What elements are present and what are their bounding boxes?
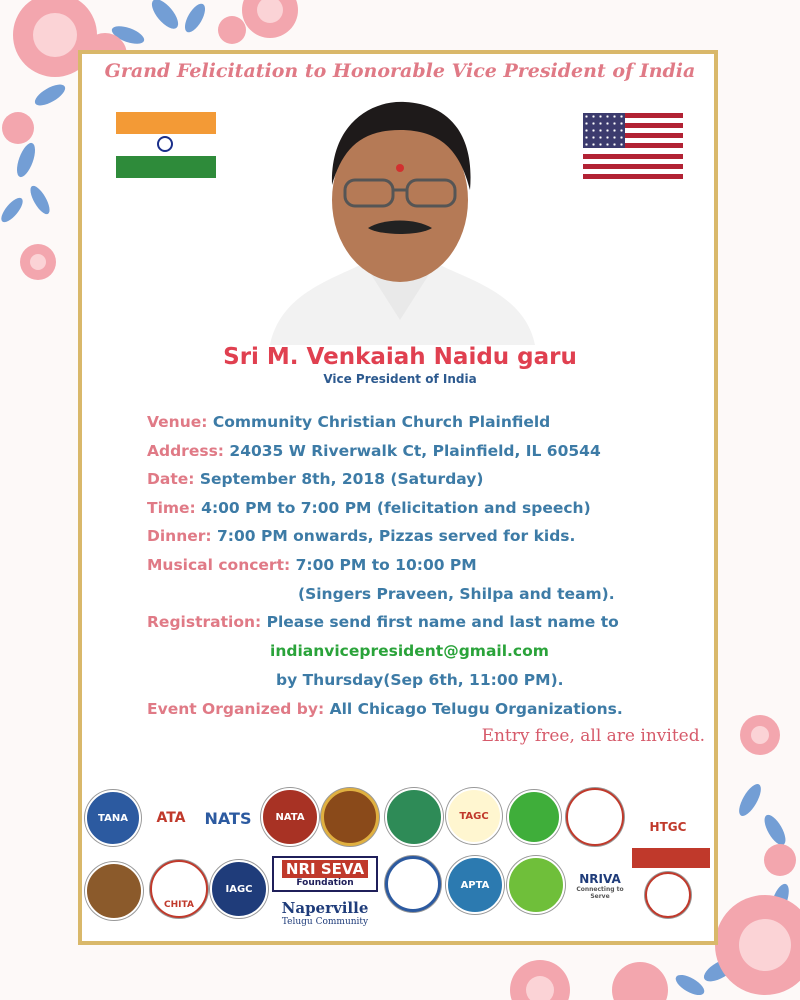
detail-registration — [147, 613, 619, 631]
detail-value: 7:00 PM onwards, Pizzas served for kids. — [217, 527, 576, 545]
detail-label: Address: — [147, 442, 224, 460]
htgc-logo — [640, 790, 696, 840]
detail-label: Musical concert: — [147, 556, 291, 574]
temple-banner-logo — [632, 848, 710, 868]
ata-logo — [148, 790, 194, 846]
naperville-telugu-logo — [272, 893, 378, 933]
logo-text: NRI SEVA — [282, 860, 368, 878]
chita-logo — [150, 860, 208, 918]
logo-text: NRIVA — [579, 872, 621, 886]
guest-name: Sri M. Venkaiah Naidu garu — [223, 344, 577, 370]
detail-venue — [147, 413, 550, 431]
nri-seva-logo — [272, 856, 378, 892]
detail-value: Please send first name and last name to — [266, 613, 619, 631]
detail-dinner — [147, 527, 575, 545]
detail-value: September 8th, 2018 (Saturday) — [199, 470, 484, 488]
email-address[interactable]: indianvicepresident@gmail.com — [270, 642, 549, 660]
ashoka-chakra-icon — [157, 136, 173, 152]
portrait-image — [250, 90, 550, 345]
india-flag — [116, 112, 216, 178]
tagc-logo — [446, 788, 502, 844]
cultural-logo — [85, 862, 143, 920]
logo-text: ATA — [156, 810, 186, 826]
detail-musical-singers — [298, 585, 615, 603]
chicago-telugu-association-logo — [566, 788, 624, 846]
floral-decoration-bottom-left — [480, 940, 620, 1000]
logo-text: NATS — [204, 808, 252, 828]
iagc-logo — [210, 860, 268, 918]
detail-label: Venue: — [147, 413, 208, 431]
logo-text: Telugu Community — [281, 917, 369, 927]
logo-text: TAGC — [459, 810, 489, 822]
logo-text: APTA — [460, 879, 490, 891]
detail-label: Date: — [147, 470, 195, 488]
detail-value: All Chicago Telugu Organizations. — [329, 700, 623, 718]
logo-text: IAGC — [225, 883, 253, 895]
detail-label: Registration: — [147, 613, 262, 631]
registration-email-link[interactable] — [270, 642, 549, 660]
detail-value: 7:00 PM to 10:00 PM — [295, 556, 477, 574]
tana-logo — [85, 790, 141, 846]
telugu-association-logo — [321, 788, 379, 846]
nats-logo — [196, 800, 260, 836]
stars-icon — [583, 113, 625, 148]
entry-note: Entry free, all are invited. — [481, 726, 705, 746]
detail-value: Community Christian Church Plainfield — [212, 413, 551, 431]
detail-date — [147, 470, 483, 488]
poster-title: Grand Felicitation to Honorable Vice President of India — [104, 60, 696, 82]
telugu-sangam-logo — [385, 788, 443, 846]
logo-text: Foundation — [296, 878, 354, 888]
detail-value: by Thursday(Sep 6th, 11:00 PM). — [276, 671, 564, 689]
detail-label: Event Organized by: — [147, 700, 325, 718]
temple-seal-logo — [645, 872, 691, 918]
detail-label: Time: — [147, 499, 196, 517]
sun-emblem-logo — [507, 790, 561, 844]
detail-value: (Singers Praveen, Shilpa and team). — [298, 585, 615, 603]
logo-text: TANA — [98, 812, 128, 824]
detail-musical-concert — [147, 556, 477, 574]
detail-value: 4:00 PM to 7:00 PM (felicitation and speech) — [201, 499, 591, 517]
telugu-flower-logo — [385, 856, 441, 912]
apta-logo — [446, 856, 504, 914]
logo-text: NATA — [275, 811, 305, 823]
detail-time — [147, 499, 591, 517]
logo-text: Connecting to Serve — [576, 886, 624, 900]
logo-text: Naperville — [281, 899, 369, 917]
logo-text: HTGC — [649, 820, 687, 834]
nata-logo — [261, 788, 319, 846]
guest-role: Vice President of India — [323, 372, 477, 386]
usa-flag — [583, 113, 683, 179]
detail-label: Dinner: — [147, 527, 212, 545]
detail-address — [147, 442, 601, 460]
detail-value: 24035 W Riverwalk Ct, Plainfield, IL 60544 — [229, 442, 601, 460]
nriva-logo — [570, 856, 630, 916]
detail-organized-by — [147, 700, 623, 718]
mana-badi-logo — [507, 856, 565, 914]
registration-deadline — [276, 671, 564, 689]
logo-text: CHITA — [164, 900, 194, 910]
